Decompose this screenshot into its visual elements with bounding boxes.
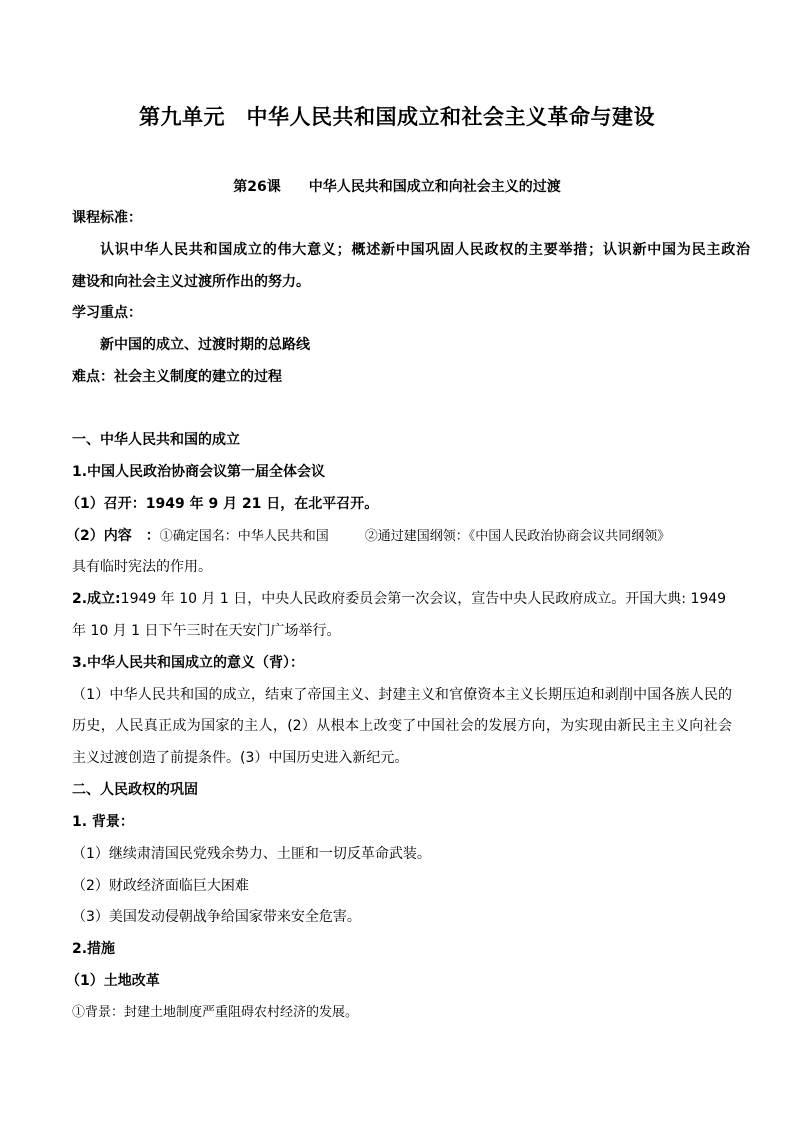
part2-background-1: （1）继续肃清国民党残余势力、土匪和一切反革命武装。 <box>72 846 431 862</box>
standard-text-line1: 认识中华人民共和国成立的伟大意义；概述新中国巩固人民政权的主要举措；认识新中国为民主政治 <box>100 242 750 258</box>
key-label: 学习重点： <box>72 305 142 321</box>
part1-heading: 一、中华人民共和国的成立 <box>72 432 240 448</box>
part1-item1-convene: （1）召开：1949 年 9 月 21 日，在北平召开。 <box>66 496 379 512</box>
part1-item3-heading: 3.中华人民共和国成立的意义（背）： <box>72 655 305 671</box>
part1-item1-content <box>66 526 726 547</box>
item2-label: 2.成立: <box>72 591 121 607</box>
part2-background-3: （3）美国发动侵朝战争给国家带来安全危害。 <box>72 909 361 925</box>
part2-heading: 二、人民政权的巩固 <box>72 782 198 798</box>
part2-background-heading: 1. 背景： <box>72 814 134 830</box>
unit-title: 第九单元 中华人民共和国成立和社会主义革命与建设 <box>139 105 655 129</box>
part1-item2-line2: 年 10 月 1 日下午三时在天安门广场举行。 <box>72 623 341 639</box>
part1-item3-line2: 历史，人民真正成为国家的主人，(2）从根本上改变了中国社会的发展方向，为实现由新民主主义向社会 <box>72 718 732 734</box>
part2-measures-heading: 2.措施 <box>72 941 116 957</box>
key-content: 新中国的成立、过渡时期的总路线 <box>100 337 310 353</box>
part1-item3-line1: （1）中华人民共和国的成立，结束了帝国主义、封建主义和官僚资本主义长期压迫和剥削中国各族人民的 <box>72 687 732 703</box>
part1-item1-heading: 1.中国人民政治协商会议第一届全体会议 <box>72 464 326 480</box>
lesson-title: 第26课 中华人民共和国成立和向社会主义的过渡 <box>233 179 561 195</box>
part1-item1-content-line2: 具有临时宪法的作用。 <box>72 559 212 575</box>
content-label: （2）内容 ： <box>66 528 160 544</box>
part1-item2 <box>72 589 732 609</box>
content-a: ①确定国名：中华人民共和国 <box>159 529 329 544</box>
content-b: ②通过建国纲领：《中国人民政治协商会议共同纲领》 <box>364 529 671 544</box>
part2-land-reform-background: ①背景：封建土地制度严重阻碍农村经济的发展。 <box>72 1005 359 1020</box>
standard-text-line2: 建设和向社会主义过渡所作出的努力。 <box>72 274 310 290</box>
part2-land-reform-heading: （1）土地改革 <box>66 973 160 989</box>
part2-background-2: （2）财政经济面临巨大困难 <box>72 878 249 894</box>
standard-label: 课程标准： <box>72 210 142 226</box>
part1-item3-line3: 主义过渡创造了前提条件。(3）中国历史进入新纪元。 <box>72 750 409 766</box>
item2-text: 1949 年 10 月 1 日，中央人民政府委员会第一次会议，宣告中央人民政府成立。开国大典: 1949 <box>120 591 727 607</box>
difficulty: 难点：社会主义制度的建立的过程 <box>72 369 282 385</box>
